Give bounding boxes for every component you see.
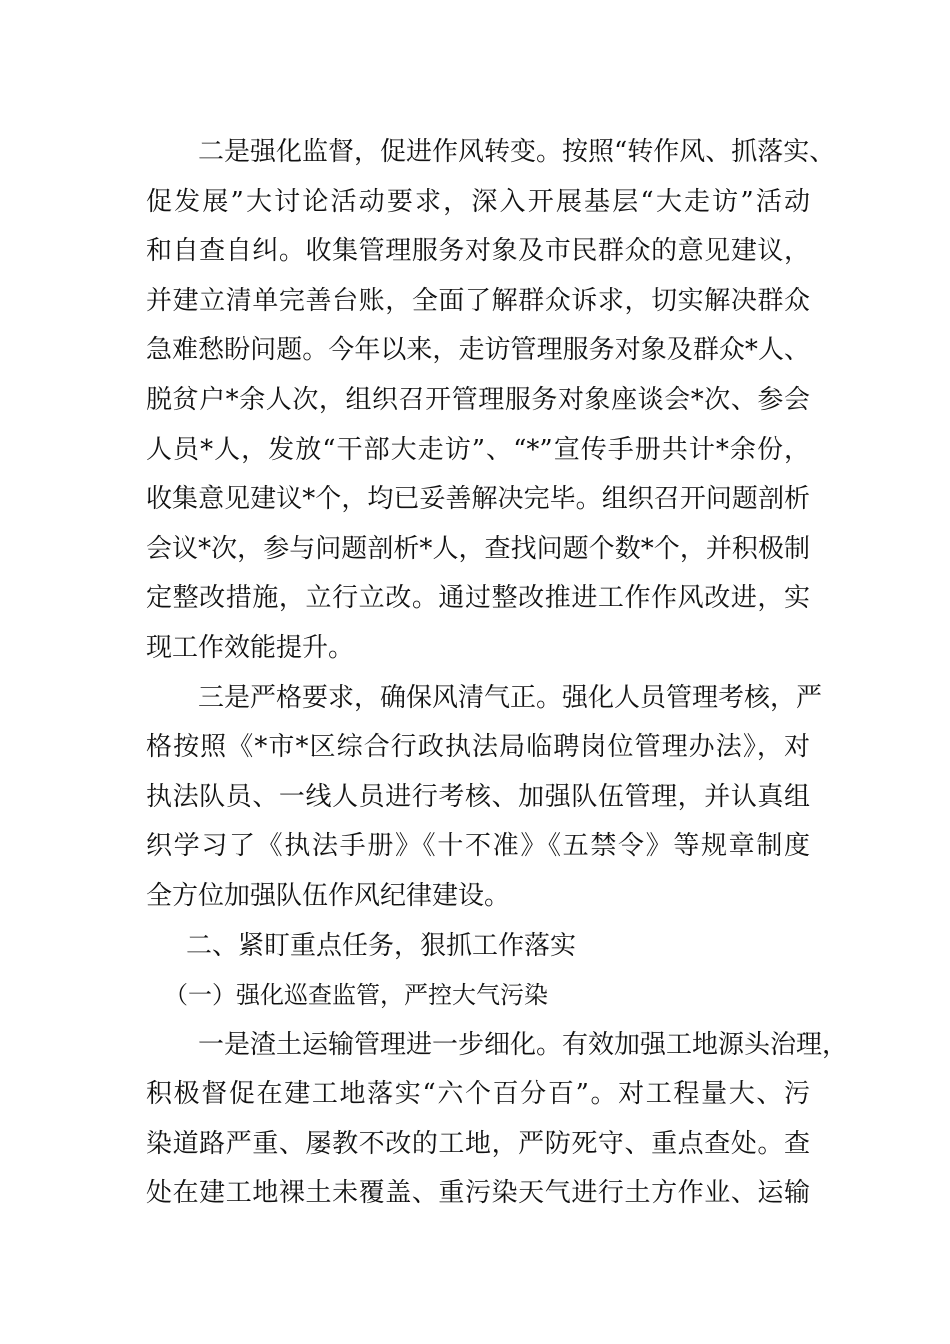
section-heading: 二、紧盯重点任务，狠抓工作落实 xyxy=(186,930,577,961)
text-line: 促发展”大讨论活动要求，深入开展基层“大走访”活动 xyxy=(146,186,810,217)
text-line: 织学习了《执法手册》《十不准》《五禁令》等规章制度 xyxy=(146,831,810,862)
paragraph-discipline xyxy=(146,674,823,922)
document-body xyxy=(146,128,849,1219)
text-line: 定整改措施，立行立改。通过整改推进工作作风改进，实 xyxy=(146,583,810,614)
text-line: 执法队员、一线人员进行考核、加强队伍管理，并认真组 xyxy=(146,781,810,812)
text-line: 格按照《*市*区综合行政执法局临聘岗位管理办法》，对 xyxy=(146,732,810,763)
text-line: 染道路严重、屡教不改的工地，严防死守、重点查处。查 xyxy=(146,1128,810,1159)
paragraph-supervision xyxy=(146,128,836,674)
text-line: 收集意见建议*个，均已妥善解决完毕。组织召开问题剖析 xyxy=(146,484,810,515)
text-line: 急难愁盼问题。今年以来，走访管理服务对象及群众*人、 xyxy=(146,335,810,366)
text-line: 脱贫户*余人次，组织召开管理服务对象座谈会*次、参会 xyxy=(146,384,810,415)
text-line: 积极督促在建工地落实“六个百分百”。对工程量大、污 xyxy=(146,1079,810,1110)
text-line: 三是严格要求，确保风清气正。强化人员管理考核，严 xyxy=(146,682,823,713)
text-line: 会议*次，参与问题剖析*人，查找问题个数*个，并积极制 xyxy=(146,533,810,564)
text-line: 人员*人，发放“干部大走访”、“*”宣传手册共计*余份， xyxy=(146,434,810,465)
text-line: 全方位加强队伍作风纪律建设。 xyxy=(146,880,511,911)
paragraph-muck-transport xyxy=(146,1021,849,1219)
text-line: 现工作效能提升。 xyxy=(146,632,355,663)
text-line: 二是强化监督，促进作风转变。按照“转作风、抓落实、 xyxy=(146,137,836,167)
text-line: 和自查自纠。收集管理服务对象及市民群众的意见建议， xyxy=(146,236,810,267)
sub-heading: （一）强化巡查监管，严控大气污染 xyxy=(164,981,548,1010)
text-line: 并建立清单完善台账，全面了解群众诉求，切实解决群众 xyxy=(146,285,810,316)
text-line: 处在建工地裸土未覆盖、重污染天气进行土方作业、运输 xyxy=(146,1178,810,1209)
text-line: 一是渣土运输管理进一步细化。有效加强工地源头治理， xyxy=(146,1029,849,1060)
